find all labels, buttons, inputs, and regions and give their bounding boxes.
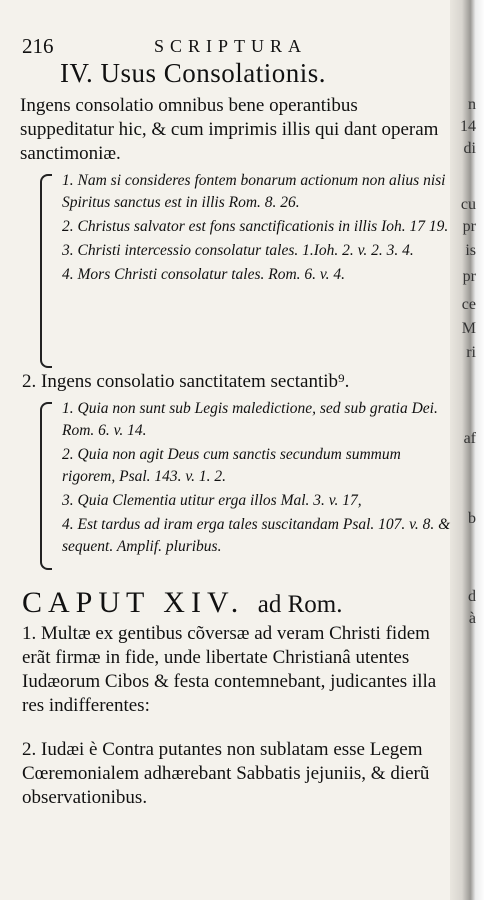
edge-glyph: di [463,140,476,157]
running-title: SCRIPTURA [154,36,308,56]
list-item: 1. Nam si consideres fontem bonarum actionum non alius nisi Spiritus sanctus est in illis Rom. 8. 26. [62,172,446,211]
list-item: 2. Christus salvator est fons sanctificationis in illis Ioh. 17 19. [62,218,449,235]
edge-glyph: à [468,610,476,627]
list-item: 4. Est tardus ad iram erga tales suscitandam Psal. 107. v. 8. & sequent. Amplif. pluribus. [62,516,451,555]
edge-glyph: is [465,242,476,259]
edge-glyph: d [468,588,476,605]
chapter-title: CAPUT XIV. [22,586,245,619]
edge-glyph: pr [462,218,476,235]
edge-glyph: 14 [460,118,476,135]
edge-glyph: n [468,96,476,113]
chapter-reference: ad Rom. [257,591,343,618]
chapter-paragraph: 1. Multæ ex gentibus cõversæ ad veram Christi fidem erãt firmæ in fide, unde libertate Christianâ utentes Iudæorum Cibos & festa contemnebant, judicantes illa res indifferentes: [22,623,437,716]
chapter-heading [22,586,462,620]
edge-glyph: M [461,320,476,337]
list-item: 3. Quia Clementia utitur erga illos Mal. 3. v. 17, [62,492,362,509]
sanctity-list [46,398,456,560]
chapter-paragraph: 2. Iudæi è Contra putantes non sublatam esse Legem Cœremonialem adhærebant Sabbatis jejuniis, & dierũ observationibus. [22,739,430,808]
list-item: 1. Quia non sunt sub Legis maledictione, sed sub gratia Dei. Rom. 6. v. 14. [62,400,438,439]
edge-glyph: ce [461,296,476,313]
edge-glyph: pr [462,268,476,285]
list-item: 2. Quia non agit Deus cum sanctis secundum summum rigorem, Psal. 143. v. 1. 2. [62,446,401,485]
edge-glyph: af [463,430,476,447]
edge-glyph: ri [466,344,476,361]
page-header [14,34,454,58]
list-item: 4. Mors Christi consolatur tales. Rom. 6. v. 4. [62,266,346,283]
consolation-list [46,170,456,288]
second-point: 2. Ingens consolatio sanctitatem sectantib⁹. [22,371,350,392]
page-number: 216 [22,34,54,58]
edge-glyph: b [468,510,476,527]
edge-glyph: cu [460,196,476,213]
list-item: 3. Christi intercessio consolatur tales. 1.Ioh. 2. v. 2. 3. 4. [62,242,414,259]
intro-paragraph: Ingens consolatio omnibus bene operantibus suppeditatur hic, & cum imprimis illis qui dant operam sanctimoniæ. [20,95,439,164]
section-title: IV. Usus Consolationis. [60,58,327,88]
